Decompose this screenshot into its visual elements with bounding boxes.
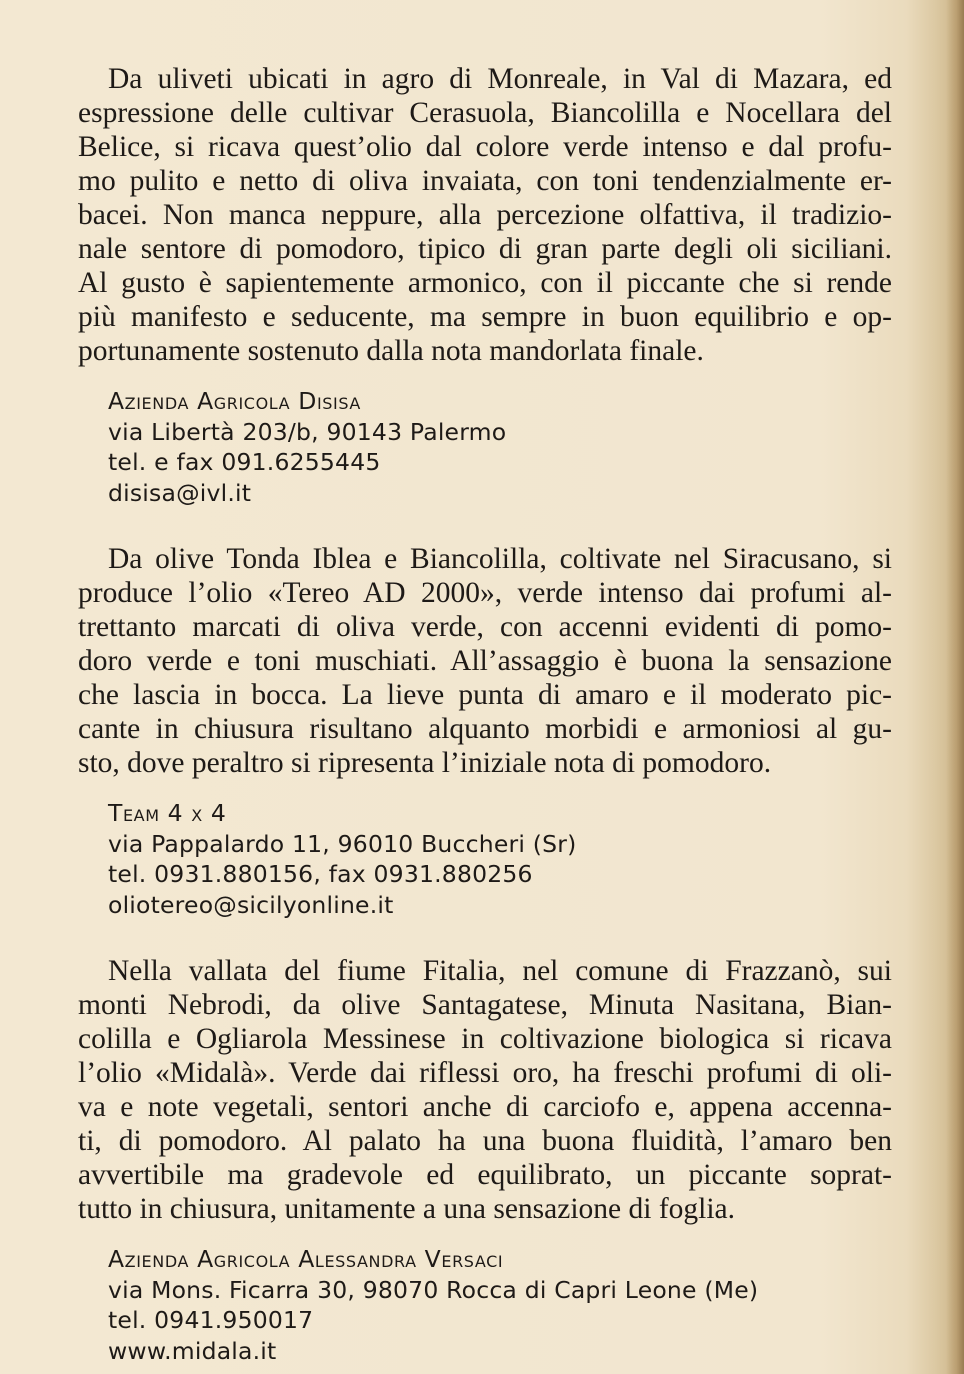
paragraph-line: trettanto marcati di oliva verde, con accenni evidenti di pomo- [78,611,892,643]
paragraph-line: cante in chiusura risultano alquanto morbidi e armoniosi al gu- [78,713,892,745]
producer-phone: tel. 0941.950017 [108,1306,314,1334]
paragraph-line: nale sentore di pomodoro, tipico di gran parte degli oli siciliani. [78,233,892,265]
paragraph-line: Da olive Tonda Iblea e Biancolilla, coltivate nel Siracusano, si [108,543,892,575]
paragraph-line: tutto in chiusura, unitamente a una sensazione di foglia. [78,1193,736,1225]
producer-contact: disisa@ivl.it [108,478,252,507]
paragraph-line: produce l’olio «Tereo AD 2000», verde intenso dai profumi al- [78,577,892,609]
paragraph-line: bacei. Non manca neppure, alla percezione olfattiva, il tradizio- [78,199,892,231]
paragraph-line: colilla e Ogliarola Messinese in coltivazione biologica si ricava [78,1023,892,1055]
paragraph-line: monti Nebrodi, da olive Santagatese, Minuta Nasitana, Bian- [78,989,892,1021]
producer-contact: oliotereo@sicilyonline.it [108,890,394,919]
paragraph-line: espressione delle cultivar Cerasuola, Biancolilla e Nocellara del [78,97,892,129]
paragraph-line: mo pulito e netto di oliva invaiata, con toni tendenzialmente er- [78,165,892,197]
paragraph-line: va e note vegetali, sentori anche di carciofo e, appena accenna- [78,1091,892,1123]
producer-street: via Libertà 203/b, 90143 Palermo [108,417,507,446]
paragraph-line: più manifesto e seducente, ma sempre in buon equilibrio e op- [78,301,892,333]
paragraph-line: avvertibile ma gradevole ed equilibrato, un piccante soprat- [78,1159,892,1191]
paragraph-line: doro verde e toni muschiati. All’assaggio è buona la sensazione [78,645,892,677]
entry-disisa [78,62,892,508]
entry-team-4x4 [78,542,892,920]
producer-name: Azienda Agricola Alessandra Versaci [108,1245,504,1273]
page-binding-edge [946,0,964,1374]
entry-versaci [78,954,892,1366]
producer-contact: www.midala.it [108,1336,277,1365]
text-column [78,62,892,1366]
paragraph-line: Belice, si ricava quest’olio dal colore verde intenso e dal profu- [78,131,892,163]
entry-description [78,542,892,780]
producer-street: via Pappalardo 11, 96010 Buccheri (Sr) [108,829,577,858]
entry-separator [78,508,892,542]
paragraph-line: l’olio «Midalà». Verde dai riflessi oro, ha freschi profumi di oli- [78,1057,892,1089]
paragraph-line: Al gusto è sapientemente armonico, con il piccante che si rende [78,267,892,299]
producer-phone: tel. 0931.880156, fax 0931.880256 [108,860,533,888]
producer-name: Team 4 x 4 [108,799,227,827]
producer-address-block [108,1244,892,1366]
paragraph-line: Nella vallata del fiume Fitalia, nel comune di Frazzanò, sui [108,955,892,987]
entry-description [78,954,892,1226]
paragraph-line: sto, dove peraltro si ripresenta l’iniziale nota di pomodoro. [78,747,772,779]
paragraph-line: ti, di pomodoro. Al palato ha una buona fluidità, l’amaro ben [78,1125,892,1157]
paragraph-line: Da uliveti ubicati in agro di Monreale, in Val di Mazara, ed [108,63,892,95]
paragraph-line: che lascia in bocca. La lieve punta di amaro e il moderato pic- [78,679,892,711]
entry-description [78,62,892,368]
producer-name: Azienda Agricola Disisa [108,387,361,415]
producer-address-block [108,386,892,508]
producer-phone: tel. e fax 091.6255445 [108,448,381,476]
producer-address-block [108,798,892,920]
entry-separator [78,920,892,954]
producer-street: via Mons. Ficarra 30, 98070 Rocca di Capri Leone (Me) [108,1275,759,1304]
paragraph-line: portunamente sostenuto dalla nota mandorlata finale. [78,335,704,367]
